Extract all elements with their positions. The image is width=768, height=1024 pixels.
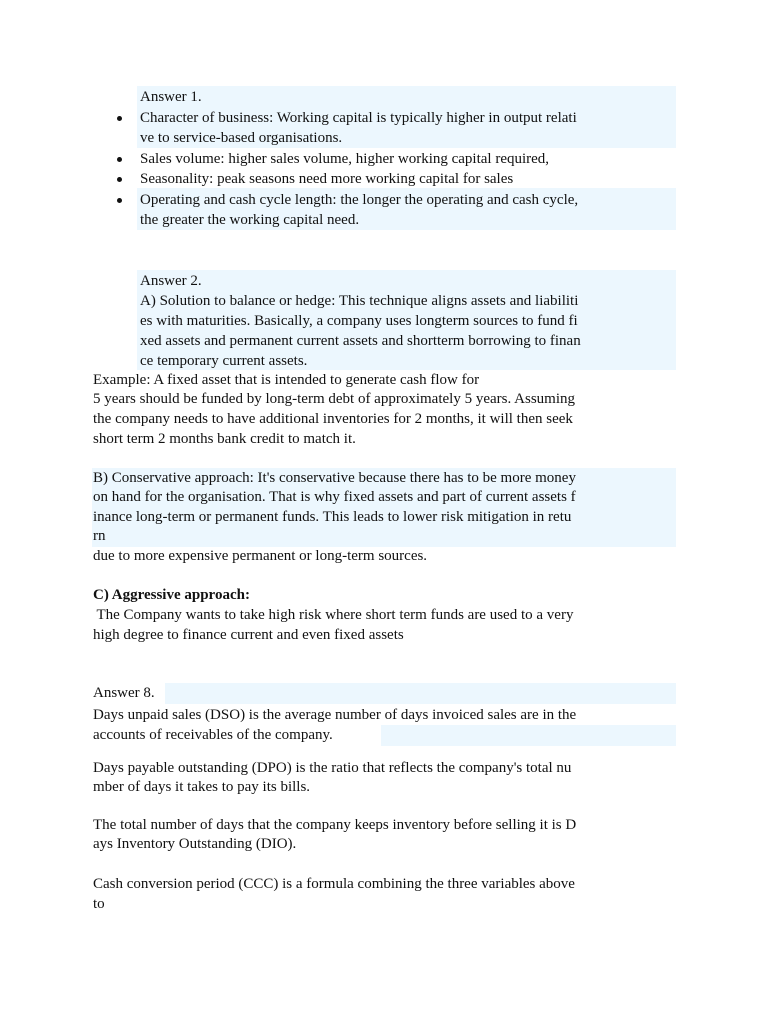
answer8-heading-highlight (165, 683, 676, 704)
answer8-dso-highlight (381, 725, 676, 746)
bullet-icon (117, 177, 122, 182)
answer8-dso-line: accounts of receivables of the company. (93, 727, 333, 743)
bullet-icon (117, 116, 122, 121)
answer1-bullet3: Seasonality: peak seasons need more working capital for sales (140, 171, 514, 187)
answer1-heading: Answer 1. (140, 89, 202, 105)
answer2-a-line: A) Solution to balance or hedge: This technique aligns assets and liabiliti (140, 293, 579, 309)
answer2-b-line: rn (93, 528, 106, 544)
answer1-bullet4-line1: Operating and cash cycle length: the longer the operating and cash cycle, (140, 192, 579, 208)
answer2-b-line: inance long-term or permanent funds. This leads to lower risk mitigation in retu (93, 509, 572, 525)
answer2-a-line: es with maturities. Basically, a company uses longterm sources to fund fi (140, 313, 578, 329)
example-line: 5 years should be funded by long-term debt of approximately 5 years. Assuming (93, 391, 575, 407)
answer1-bullet1-line1: Character of business: Working capital is typically higher in output relati (140, 110, 577, 126)
example-line: Example: A fixed asset that is intended to generate cash flow for (93, 372, 480, 388)
answer8-dio-line: ays Inventory Outstanding (DIO). (93, 836, 297, 852)
answer2-a-line: ce temporary current assets. (140, 353, 308, 369)
answer8-dpo-line: Days payable outstanding (DPO) is the ratio that reflects the company's total nu (93, 760, 572, 776)
answer8-dso-line: Days unpaid sales (DSO) is the average number of days invoiced sales are in the (93, 707, 577, 723)
bullet-icon (117, 198, 122, 203)
answer8-ccc-line: to (93, 896, 105, 912)
answer2-a-line: xed assets and permanent current assets and shortterm borrowing to finan (140, 333, 581, 349)
answer2-b-line: B) Conservative approach: It's conservative because there has to be more money (93, 470, 576, 486)
answer2-b-line: due to more expensive permanent or long-term sources. (93, 548, 428, 564)
answer2-heading: Answer 2. (140, 273, 202, 289)
answer8-heading: Answer 8. (93, 685, 155, 701)
answer1-bullet4-line2: the greater the working capital need. (140, 212, 360, 228)
answer1-bullet1-line2: ve to service-based organisations. (140, 130, 343, 146)
example-line: short term 2 months bank credit to match it. (93, 431, 356, 447)
answer8-ccc-line: Cash conversion period (CCC) is a formula combining the three variables above (93, 876, 575, 892)
answer2-b-line: on hand for the organisation. That is why fixed assets and part of current assets f (93, 489, 576, 505)
answer8-dpo-line: mber of days it takes to pay its bills. (93, 779, 311, 795)
answer2-c-line: The Company wants to take high risk where short term funds are used to a very (93, 607, 574, 623)
answer8-dio-line: The total number of days that the company keeps inventory before selling it is D (93, 817, 577, 833)
example-line: the company needs to have additional inventories for 2 months, it will then seek (93, 411, 573, 427)
bullet-icon (117, 157, 122, 162)
answer2-c-heading-text: C) Aggressive approach: (93, 587, 250, 603)
answer1-bullet2: Sales volume: higher sales volume, higher working capital required, (140, 151, 550, 167)
answer2-c-heading (93, 586, 250, 604)
answer2-c-line: high degree to finance current and even fixed assets (93, 627, 404, 643)
